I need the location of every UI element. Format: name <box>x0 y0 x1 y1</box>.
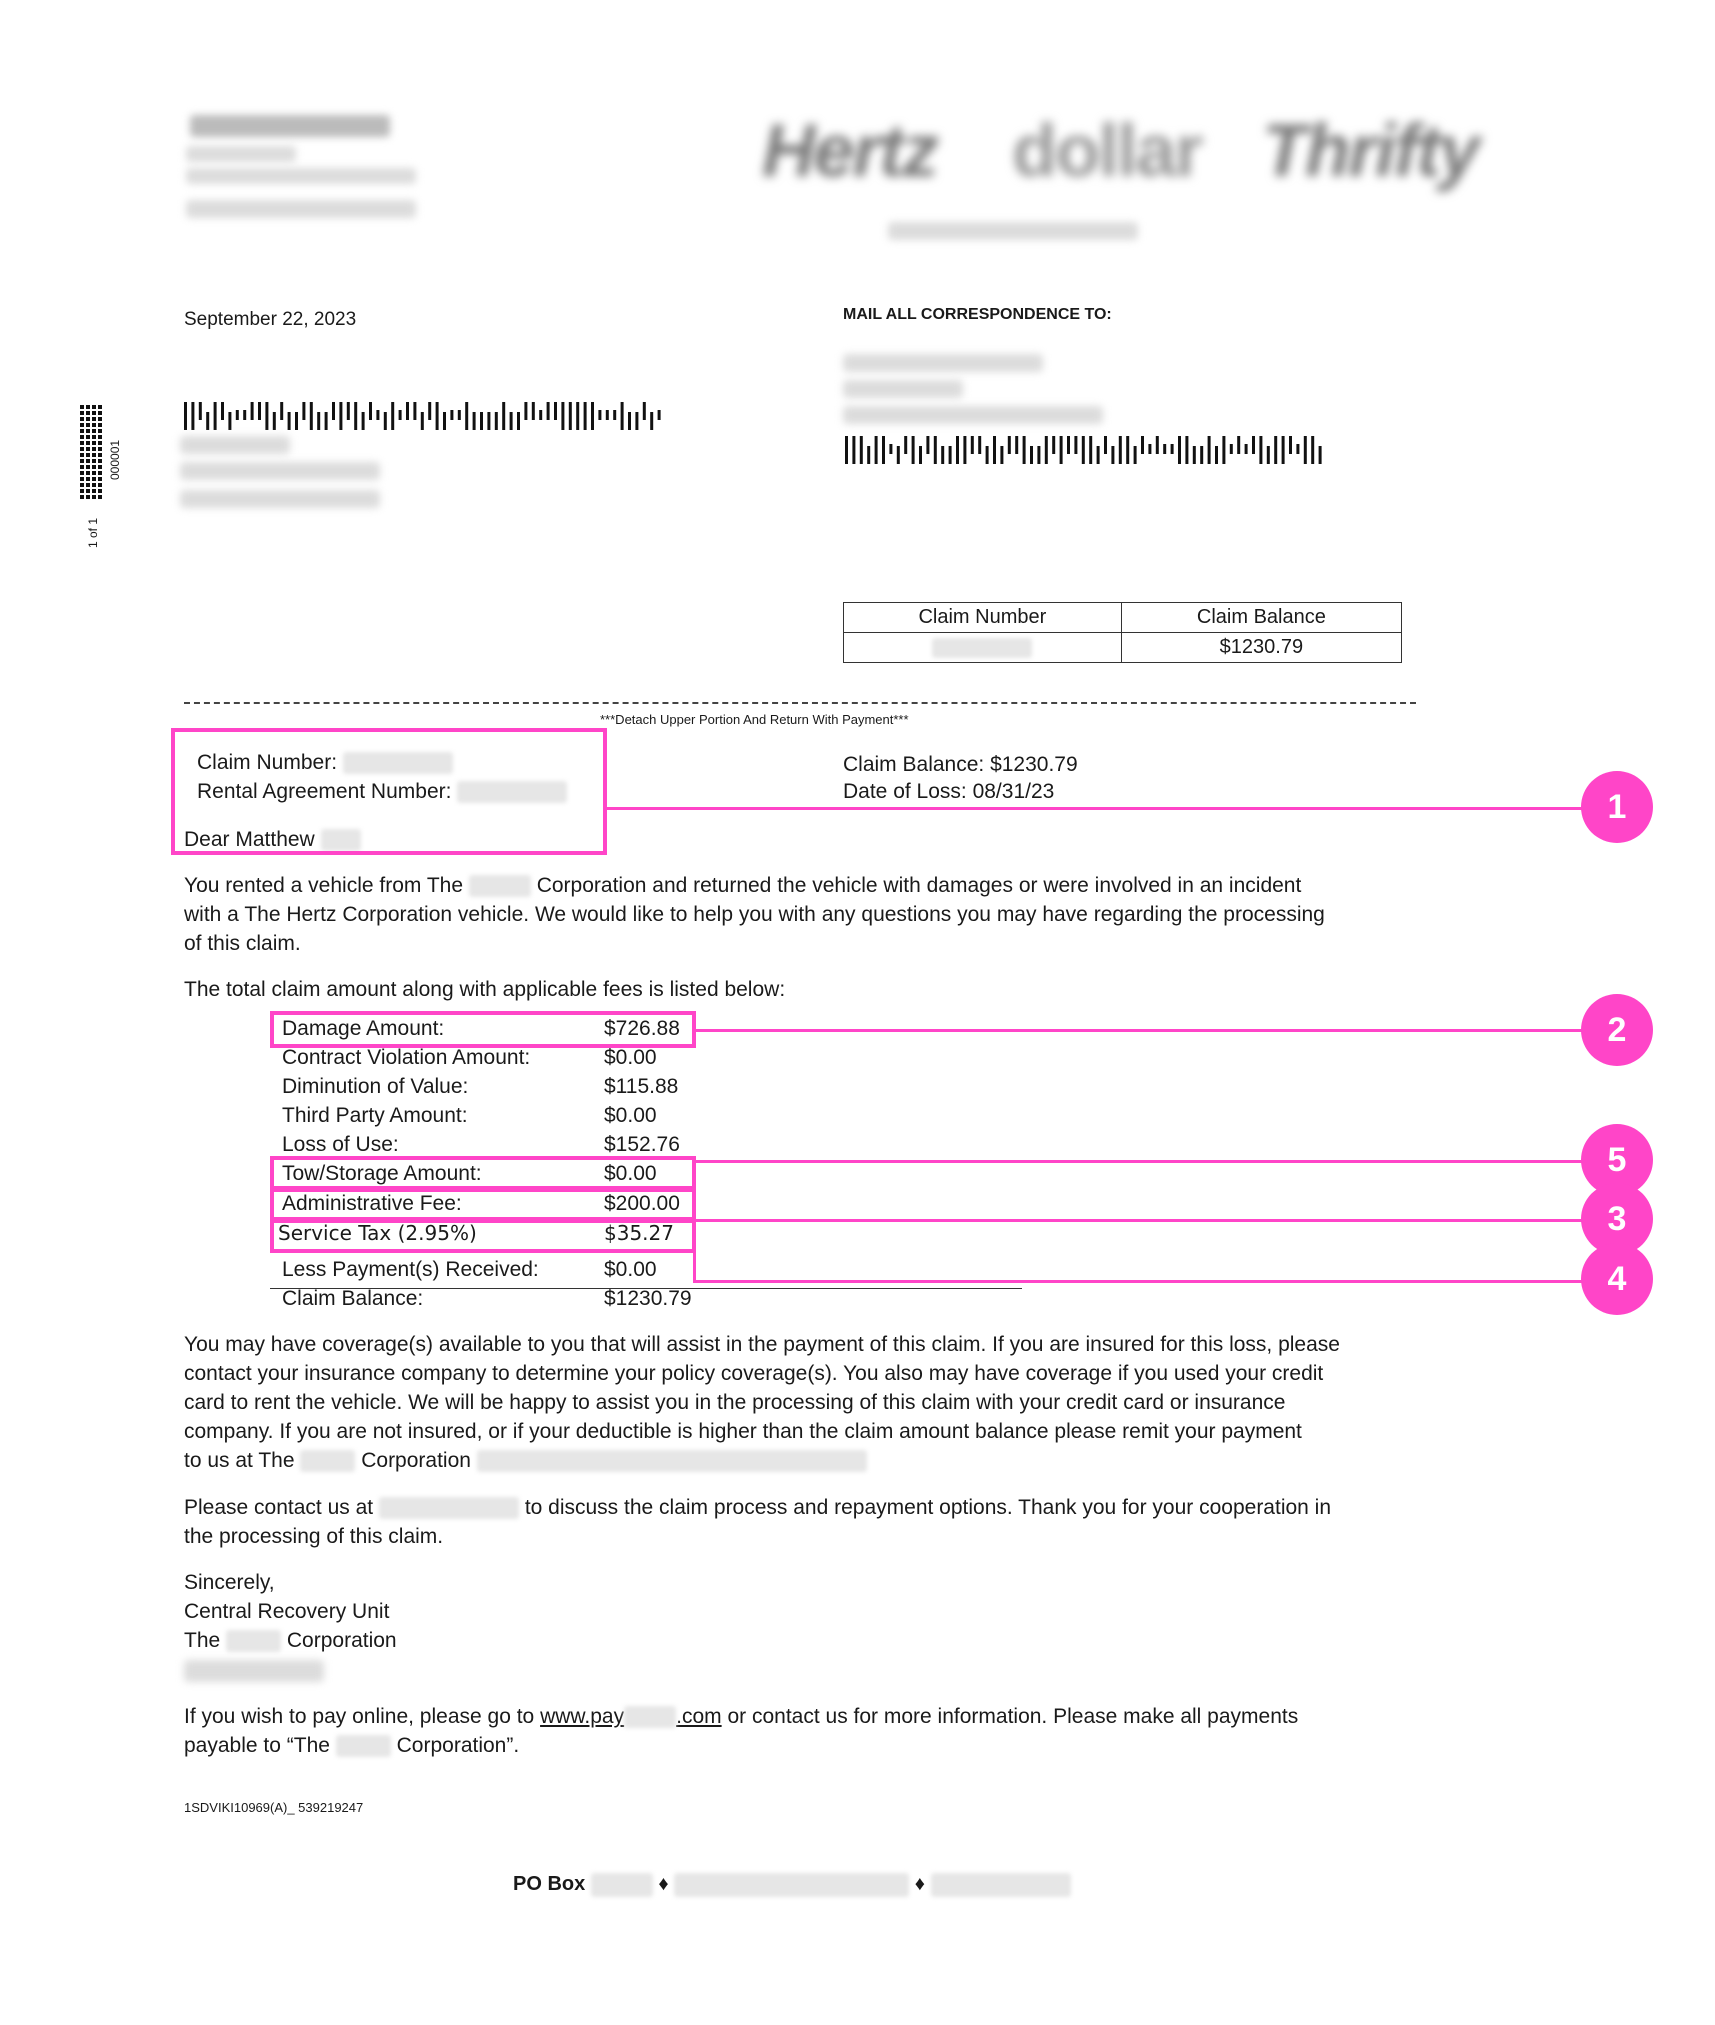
barcode-bar <box>1252 436 1255 454</box>
intro-text: Corporation and returned the vehicle with damages or were involved in an incident <box>536 874 1302 897</box>
mailto-name-redacted <box>843 354 1043 372</box>
phone-redacted <box>931 1873 1071 1897</box>
rental-agreement-label-text: Rental Agreement Number: <box>197 780 452 803</box>
barcode-bar <box>214 402 217 430</box>
barcode-bar <box>1030 446 1033 464</box>
link-suffix[interactable]: .com <box>676 1705 722 1728</box>
barcode-bar <box>376 410 379 420</box>
barcode-bar <box>658 410 661 420</box>
signature-phone-redacted <box>184 1660 324 1682</box>
fee-label: Claim Balance: <box>282 1287 424 1310</box>
claim-balance-cell: $1230.79 <box>1121 633 1401 663</box>
annotation-box-3-tax <box>270 1219 696 1253</box>
link-prefix[interactable]: www.pay <box>540 1705 625 1728</box>
barcode-bar <box>576 402 579 430</box>
intro-text: You rented a vehicle from The <box>184 874 464 897</box>
barcode-bar <box>325 412 328 430</box>
barcode-bar <box>1208 436 1211 464</box>
detach-line <box>184 702 1416 704</box>
mailto-barcode <box>845 436 1330 464</box>
barcode-bar <box>495 412 498 430</box>
barcode-bar <box>1000 446 1003 464</box>
company-redacted <box>226 1630 281 1652</box>
barcode-bar <box>1163 444 1166 454</box>
salutation-text: Dear Matthew <box>184 828 315 851</box>
hertz-logo: Hertz <box>762 109 938 192</box>
coverage-paragraph <box>184 1330 1396 1475</box>
barcode-bar <box>339 402 342 430</box>
fees-intro: The total claim amount along with applicable fees is listed below: <box>184 978 786 1001</box>
company-redacted <box>300 1450 355 1472</box>
barcode-bar <box>635 412 638 430</box>
fee-value: $726.88 <box>604 1017 680 1040</box>
barcode-bar <box>1148 444 1151 454</box>
barcode-bar <box>934 436 937 464</box>
barcode-bar <box>450 410 453 420</box>
page-marker: 1 of 1 <box>86 517 100 548</box>
sincerely: Sincerely, <box>184 1571 275 1594</box>
barcode-bar <box>554 402 557 420</box>
fees-total-rule <box>270 1288 1022 1289</box>
barcode-bar <box>258 402 261 420</box>
barcode-bar <box>465 402 468 430</box>
domain-redacted <box>624 1706 676 1728</box>
recipient-city-redacted <box>180 490 380 508</box>
fee-value: $200.00 <box>604 1192 680 1215</box>
datamatrix-code <box>80 405 104 499</box>
barcode-bar <box>295 412 298 430</box>
fee-value: $35.27 <box>604 1221 674 1245</box>
annotation-line-2 <box>696 1029 1585 1032</box>
barcode-bar <box>561 402 564 430</box>
mailto-city-redacted <box>843 406 1103 424</box>
fee-label: Less Payment(s) Received: <box>282 1258 539 1281</box>
barcode-bar <box>926 436 929 454</box>
po-box-label: PO Box <box>513 1873 586 1895</box>
recipient-name-redacted <box>180 436 290 454</box>
recovery-unit: Central Recovery Unit <box>184 1600 390 1623</box>
intro-text: with a The Hertz Corporation vehicle. We would like to help you with any questions you may have regarding the processing <box>184 903 1325 926</box>
fee-label: Tow/Storage Amount: <box>282 1162 482 1185</box>
barcode-bar <box>458 410 461 420</box>
recipient-address-redacted <box>180 462 380 480</box>
contact-text: the processing of this claim. <box>184 1525 444 1548</box>
barcode-bar <box>941 446 944 464</box>
barcode-bar <box>971 436 974 454</box>
barcode-bar <box>243 410 246 420</box>
claim-balance-value: $1230.79 <box>990 753 1078 776</box>
barcode-bar <box>539 410 542 420</box>
barcode-bar <box>904 436 907 454</box>
barcode-bar <box>206 412 209 430</box>
barcode-bar <box>1259 436 1262 464</box>
company-redacted <box>469 875 531 897</box>
annotation-badge-1: 1 <box>1581 771 1653 843</box>
barcode-bar <box>443 412 446 430</box>
barcode-bar <box>912 436 915 464</box>
recipient-barcode <box>184 402 669 430</box>
barcode-bar <box>547 402 550 420</box>
separator-icon: ♦ <box>658 1873 669 1895</box>
barcode-bar <box>428 402 431 420</box>
barcode-bar <box>280 402 283 420</box>
barcode-bar <box>949 446 952 464</box>
fee-value: $0.00 <box>604 1162 657 1185</box>
barcode-bar <box>406 402 409 420</box>
barcode-bar <box>1141 436 1144 454</box>
fee-label: Service Tax (2.95%) <box>278 1221 477 1245</box>
mail-to-heading: MAIL ALL CORRESPONDENCE TO: <box>843 306 1112 323</box>
annotation-badge-2: 2 <box>1581 994 1653 1066</box>
fee-value: $152.76 <box>604 1133 680 1156</box>
barcode-bar <box>524 402 527 420</box>
barcode-bar <box>1274 436 1277 464</box>
barcode-bar <box>332 402 335 420</box>
coverage-text: company. If you are not insured, or if your deductible is higher than the claim amount balance please remit your payment <box>184 1420 1302 1443</box>
barcode-bar <box>510 412 513 430</box>
company-redacted <box>336 1735 391 1757</box>
barcode-bar <box>569 402 572 430</box>
barcode-bar <box>310 402 313 430</box>
barcode-bar <box>993 436 996 464</box>
sender-name-redacted <box>190 115 390 137</box>
barcode-bar <box>591 402 594 430</box>
barcode-bar <box>1185 436 1188 464</box>
barcode-bar <box>1319 446 1322 464</box>
fee-value: $0.00 <box>604 1104 657 1127</box>
detach-text: ***Detach Upper Portion And Return With Payment*** <box>600 712 909 727</box>
barcode-bar <box>236 410 239 420</box>
barcode-bar <box>1111 446 1114 464</box>
sender-address-redacted <box>186 168 416 184</box>
barcode-bar <box>347 402 350 420</box>
city-redacted <box>674 1873 909 1897</box>
barcode-bar <box>882 436 885 464</box>
barcode-bar <box>1060 436 1063 464</box>
online-text: or contact us for more information. Please make all payments <box>727 1705 1299 1728</box>
signature-text: Corporation <box>286 1629 397 1652</box>
barcode-bar <box>1015 436 1018 454</box>
barcode-bar <box>1193 446 1196 464</box>
dollar-logo: dollar <box>1012 109 1202 192</box>
sender-address-redacted <box>186 146 296 162</box>
barcode-bar <box>978 436 981 454</box>
barcode-bar <box>875 436 878 464</box>
coverage-text: card to rent the vehicle. We will be happy to assist you in the processing of this claim with your credit card or insurance <box>184 1391 1286 1414</box>
annotation-line-3 <box>696 1219 1585 1222</box>
fee-value: $0.00 <box>604 1046 657 1069</box>
barcode-bar <box>391 402 394 430</box>
signature-text: The <box>184 1629 221 1652</box>
claim-balance-label: Claim Balance: <box>843 753 985 776</box>
separator-icon: ♦ <box>914 1873 925 1895</box>
barcode-bar <box>184 402 187 430</box>
barcode-bar <box>384 412 387 430</box>
barcode-bar <box>1089 436 1092 464</box>
barcode-bar <box>399 410 402 420</box>
reference-code: 1SDVIKI10969(A)_ 539219247 <box>184 1800 364 1815</box>
barcode-bar <box>1126 436 1129 464</box>
barcode-bar <box>1045 436 1048 464</box>
claim-number-cell <box>844 633 1122 663</box>
thrifty-logo: Thrifty <box>1262 109 1479 192</box>
annotation-badge-3: 3 <box>1581 1183 1653 1255</box>
barcode-bar <box>1023 436 1026 464</box>
contact-paragraph <box>184 1493 1396 1551</box>
barcode-bar <box>487 412 490 430</box>
barcode-bar <box>1119 436 1122 464</box>
barcode-bar <box>369 402 372 420</box>
fee-value: $1230.79 <box>604 1287 692 1310</box>
barcode-bar <box>889 444 892 454</box>
annotation-badge-4: 4 <box>1581 1243 1653 1315</box>
contact-text: to discuss the claim process and repayment options. Thank you for your cooperation in <box>524 1496 1332 1519</box>
signature-corporation <box>184 1626 397 1655</box>
contact-text: Please contact us at <box>184 1496 374 1519</box>
po-box-redacted <box>591 1873 653 1897</box>
annotation-line-4-vertical <box>693 1253 696 1283</box>
fee-value: $115.88 <box>604 1075 679 1098</box>
fee-label: Loss of Use: <box>282 1133 399 1156</box>
barcode-bar <box>897 446 900 464</box>
barcode-bar <box>919 446 922 464</box>
fee-label: Damage Amount: <box>282 1017 445 1040</box>
barcode-bar <box>251 402 254 420</box>
barcode-bar <box>191 402 194 430</box>
barcode-bar <box>1200 446 1203 464</box>
barcode-bar <box>986 446 989 464</box>
letter-date: September 22, 2023 <box>184 309 357 330</box>
barcode-bar <box>867 446 870 464</box>
coverage-text: Corporation <box>361 1449 471 1472</box>
annotation-box-5 <box>270 1156 696 1190</box>
barcode-bar <box>288 412 291 430</box>
barcode-bar <box>1296 444 1299 454</box>
barcode-bar <box>532 402 535 420</box>
barcode-bar <box>1237 436 1240 454</box>
payment-website-link[interactable] <box>540 1705 722 1728</box>
barcode-bar <box>621 402 624 430</box>
barcode-bar <box>1104 436 1107 454</box>
annotation-line-5 <box>696 1160 1585 1163</box>
barcode-bar <box>613 410 616 420</box>
claim-number-label-text: Claim Number: <box>197 751 338 774</box>
annotation-box-1 <box>171 728 607 855</box>
online-text: If you wish to pay online, please go to <box>184 1705 535 1728</box>
barcode-bar <box>1067 436 1070 454</box>
address-redacted <box>477 1450 867 1472</box>
logo-tagline-redacted <box>888 222 1138 240</box>
online-text: Corporation”. <box>396 1734 520 1757</box>
claim-number-header: Claim Number <box>844 603 1122 633</box>
mailto-address-redacted <box>843 380 963 398</box>
annotation-line-4 <box>693 1280 1585 1283</box>
barcode-bar <box>480 412 483 430</box>
barcode-bar <box>1178 436 1181 464</box>
intro-paragraph <box>184 871 1396 958</box>
barcode-bar <box>1245 444 1248 454</box>
barcode-bar <box>584 402 587 430</box>
barcode-bar <box>860 436 863 464</box>
barcode-bar <box>643 402 646 420</box>
barcode-bar <box>502 402 505 430</box>
barcode-bar <box>963 436 966 464</box>
barcode-bar <box>199 402 202 420</box>
page-code: 000001 <box>108 439 122 480</box>
barcode-bar <box>362 412 365 430</box>
barcode-bar <box>1282 436 1285 464</box>
barcode-bar <box>413 402 416 420</box>
barcode-bar <box>421 412 424 430</box>
barcode-bar <box>273 412 276 430</box>
claim-balance-header: Claim Balance <box>1121 603 1401 633</box>
fee-label: Diminution of Value: <box>282 1075 469 1098</box>
barcode-bar <box>317 412 320 430</box>
barcode-bar <box>265 402 268 430</box>
fee-label: Third Party Amount: <box>282 1104 468 1127</box>
barcode-bar <box>228 412 231 430</box>
barcode-bar <box>436 402 439 430</box>
barcode-bar <box>1082 436 1085 464</box>
barcode-bar <box>1222 436 1225 464</box>
barcode-bar <box>956 436 959 464</box>
barcode-bar <box>1052 436 1055 454</box>
annotation-badge-5: 5 <box>1581 1124 1653 1196</box>
barcode-bar <box>1230 444 1233 454</box>
barcode-bar <box>598 410 601 420</box>
sender-address-redacted <box>186 200 416 218</box>
fee-label: Administrative Fee: <box>282 1192 462 1215</box>
annotation-line-1 <box>607 807 1585 810</box>
barcode-bar <box>1215 446 1218 464</box>
payable-to-line <box>184 1731 519 1760</box>
claim-number-redacted <box>932 638 1032 658</box>
barcode-bar <box>302 402 305 420</box>
barcode-bar <box>1097 446 1100 464</box>
barcode-bar <box>1156 436 1159 454</box>
barcode-bar <box>845 436 848 464</box>
coverage-text: to us at The <box>184 1449 295 1472</box>
barcode-bar <box>1311 436 1314 464</box>
barcode-bar <box>1304 436 1307 464</box>
barcode-bar <box>1289 436 1292 454</box>
barcode-bar <box>606 410 609 420</box>
barcode-bar <box>1008 436 1011 454</box>
coverage-text: You may have coverage(s) available to you that will assist in the payment of this claim. If you are insured for this loss, please <box>184 1333 1340 1356</box>
barcode-bar <box>628 412 631 430</box>
intro-text: of this claim. <box>184 932 301 955</box>
fee-label: Contract Violation Amount: <box>282 1046 531 1069</box>
footer-address <box>513 1870 1071 1899</box>
online-text: payable to “The <box>184 1734 330 1757</box>
barcode-bar <box>852 436 855 464</box>
coverage-text: contact your insurance company to determine your policy coverage(s). You also may have coverage if you used your credit <box>184 1362 1324 1385</box>
barcode-bar <box>1134 446 1137 464</box>
barcode-bar <box>1037 446 1040 464</box>
barcode-bar <box>1171 444 1174 454</box>
claim-balance-line <box>843 750 1078 779</box>
barcode-bar <box>221 402 224 420</box>
date-of-loss: Date of Loss: 08/31/23 <box>843 780 1055 803</box>
fee-value: $0.00 <box>604 1258 657 1281</box>
barcode-bar <box>473 412 476 430</box>
barcode-bar <box>354 402 357 430</box>
annotation-box-3-admin <box>270 1188 696 1221</box>
barcode-bar <box>517 412 520 430</box>
annotation-box-2 <box>270 1011 696 1048</box>
claim-summary-table <box>843 602 1402 663</box>
phone-redacted <box>379 1497 519 1519</box>
barcode-bar <box>650 412 653 430</box>
barcode-bar <box>1074 436 1077 454</box>
online-payment-line <box>184 1702 1298 1731</box>
barcode-bar <box>1267 446 1270 464</box>
